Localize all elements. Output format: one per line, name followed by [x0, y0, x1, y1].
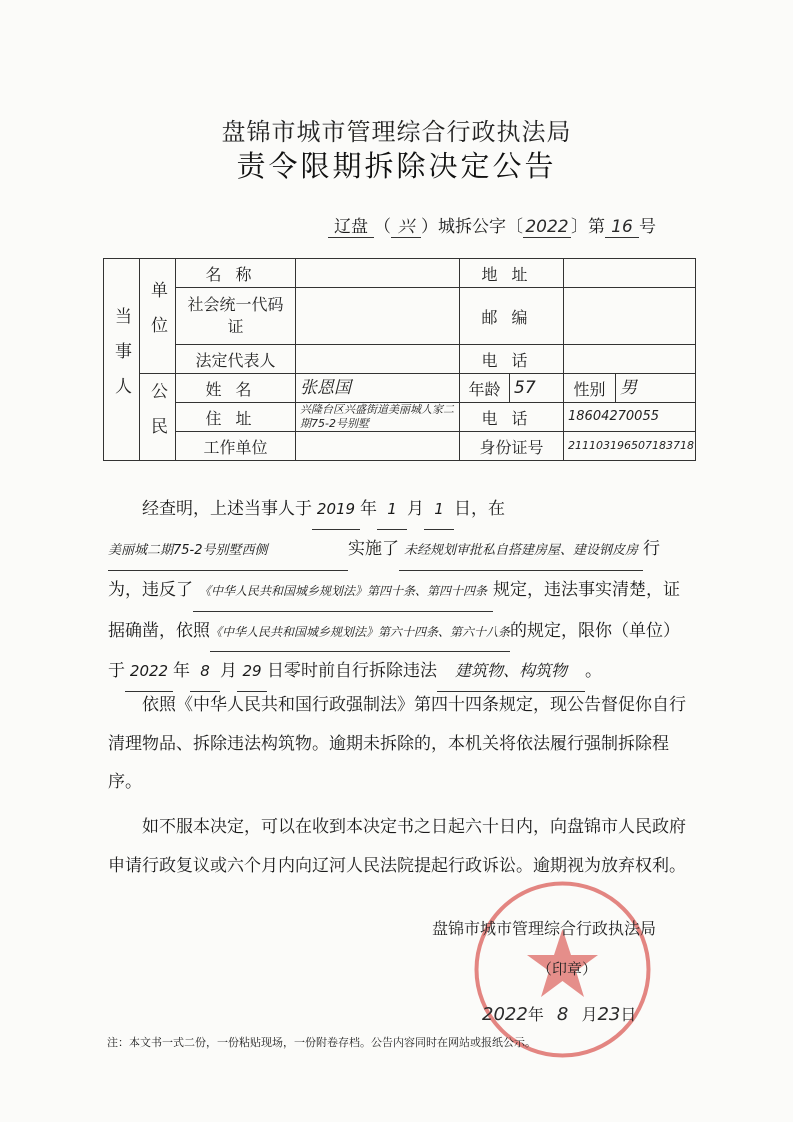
- decision-paragraph: [108, 490, 693, 692]
- unit-name-value: [296, 259, 460, 288]
- doc-close-paren: ）: [421, 217, 438, 237]
- residence-label: 住址: [176, 403, 296, 432]
- workplace-label: 工作单位: [176, 432, 296, 461]
- violation-day: 1: [424, 490, 454, 530]
- illegal-object: 建筑物、构筑物: [437, 652, 585, 692]
- deadline-month: 8: [190, 652, 220, 692]
- issue-year: 2022: [482, 1004, 528, 1025]
- doc-open-paren: （: [374, 217, 391, 237]
- person-phone-value: 18604270055: [564, 403, 696, 432]
- gender-label: 性别: [564, 374, 616, 403]
- issue-month-unit: 月: [581, 1005, 598, 1024]
- credit-code-label: 社会统一代码证: [176, 288, 296, 345]
- legal-rep-value: [296, 345, 460, 374]
- violation-act: 未经规划审批私自搭建房屋、建设钢皮房: [399, 532, 643, 572]
- unit-address-label: 地址: [460, 259, 564, 288]
- seal-label: （印章）: [537, 960, 598, 978]
- deadline-day: 29: [237, 652, 267, 692]
- issue-day: 23: [597, 1004, 621, 1025]
- issue-date: [482, 1002, 636, 1025]
- doc-prefix: 辽盘: [328, 212, 374, 238]
- unit-phone-value: [564, 345, 696, 374]
- p1-text-b: 年: [360, 499, 377, 519]
- doc-close-bracket: 〕第: [571, 217, 605, 237]
- party-label: 当事人: [104, 259, 140, 461]
- violation-month: 1: [377, 490, 407, 530]
- citizen-label: 公民: [140, 374, 176, 461]
- issue-day-unit: 日: [620, 1005, 637, 1024]
- agency-heading: 盘锦市城市管理综合行政执法局: [221, 118, 572, 146]
- id-label: 身份证号: [460, 432, 564, 461]
- signing-agency: 盘锦市城市管理综合行政执法局: [432, 919, 657, 938]
- unit-address-value: [564, 259, 696, 288]
- person-name-value: 张恩国: [296, 374, 460, 403]
- footnote: 注：本文书一式二份，一份粘贴现场，一份附卷存档。公告内容同时在网站或报纸公示。: [107, 1036, 536, 1049]
- legal-basis: 《中华人民共和国城乡规划法》第六十四条、第六十八条: [210, 613, 510, 653]
- p1-text-f: 行为，违反了: [108, 538, 660, 600]
- postcode-value: [564, 288, 696, 345]
- person-name-label: 姓名: [176, 374, 296, 403]
- unit-label: 单位: [140, 259, 176, 374]
- appeal-text: 如不服本决定，可以在收到本决定书之日起六十日内，向盘锦市人民政府申请行政复议或六个月内向辽河人民法院提起行政诉讼。逾期视为放弃权利。: [108, 817, 686, 876]
- legal-rep-label: 法定代表人: [176, 345, 296, 374]
- unit-name-label: 名称: [176, 259, 296, 288]
- party-info-table: [103, 258, 696, 461]
- workplace-value: [296, 432, 460, 461]
- age-value: 57: [510, 374, 564, 403]
- enforcement-text: 依照《中华人民共和国行政强制法》第四十四条规定，现公告督促你自行清理物品、拆除违法构筑物。逾期未拆除的，本机关将依法履行强制拆除程序。: [108, 695, 686, 792]
- issue-year-unit: 年: [527, 1005, 544, 1024]
- doc-suffix: 号: [639, 217, 656, 237]
- p1-text-d: 日，在: [454, 499, 505, 519]
- postcode-label: 邮编: [460, 288, 564, 345]
- appeal-paragraph: [108, 808, 693, 885]
- violation-year: 2019: [312, 490, 360, 530]
- p1-text-i: 年: [173, 661, 190, 681]
- doc-mid: 城拆公字〔: [438, 217, 523, 237]
- id-value: 211103196507183718: [564, 432, 696, 461]
- p1-text-h: 的规定，限你（单位）于: [108, 620, 680, 681]
- age-label: 年龄: [460, 374, 510, 403]
- p1-text-a: 经查明，上述当事人于: [142, 499, 312, 519]
- enforcement-paragraph: [108, 686, 693, 802]
- document-number: [328, 212, 656, 238]
- violated-law: 《中华人民共和国城乡规划法》第四十条、第四十四条: [193, 572, 493, 612]
- doc-year: 2022: [523, 217, 571, 238]
- person-phone-label: 电话: [460, 403, 564, 432]
- gender-value: 男: [616, 374, 696, 403]
- credit-code-value: [296, 288, 460, 345]
- p1-text-j: 月: [220, 661, 237, 681]
- issue-month: 8: [556, 1004, 569, 1025]
- page-title: 责令限期拆除决定公告: [236, 149, 557, 183]
- doc-number-value: 16: [605, 217, 639, 238]
- p1-text-k: 日零时前自行拆除违法: [267, 661, 437, 681]
- doc-district: 兴: [391, 212, 421, 238]
- violation-location: 美丽城二期75-2号别墅西侧: [108, 532, 348, 572]
- p1-text-e: 实施了: [348, 538, 399, 559]
- p1-text-l: 。: [585, 661, 602, 681]
- deadline-year: 2022: [125, 652, 173, 692]
- p1-text-g: 规定，违法事实清楚，证据确凿，依照: [108, 580, 680, 641]
- residence-value: 兴隆台区兴盛街道美丽城人家二期75-2号别墅: [296, 403, 460, 432]
- unit-phone-label: 电话: [460, 345, 564, 374]
- p1-text-c: 月: [407, 499, 424, 519]
